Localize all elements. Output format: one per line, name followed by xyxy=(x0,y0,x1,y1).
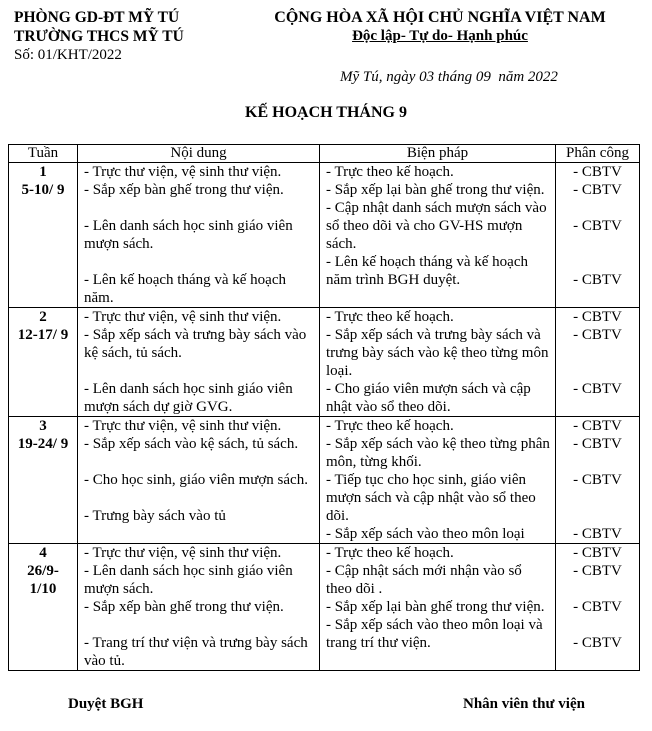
measure-item: - Sắp xếp sách vào kệ theo từng phân môn, từng khối. xyxy=(326,436,550,470)
week-range: 26/9- xyxy=(27,563,59,579)
week-range: 5-10/ 9 xyxy=(21,182,65,198)
assign-item: - CBTV xyxy=(573,635,622,651)
content-cell xyxy=(78,163,320,308)
content-item: - Trực thư viện, vệ sinh thư viện. xyxy=(84,309,282,325)
school-name: TRƯỜNG THCS MỸ TÚ xyxy=(14,28,184,45)
week-number: 1 xyxy=(39,164,47,180)
assign-item: - CBTV xyxy=(573,182,622,198)
header-content: Nội dung xyxy=(78,145,320,163)
content-item: - Trực thư viện, vệ sinh thư viện. xyxy=(84,545,282,561)
plan-table xyxy=(8,144,640,671)
assign-item: - CBTV xyxy=(573,436,622,452)
content-item: - Trực thư viện, vệ sinh thư viện. xyxy=(84,418,282,434)
assign-item: - CBTV xyxy=(573,545,622,561)
assign-cell xyxy=(556,417,640,544)
week-range: 1/10 xyxy=(29,581,57,597)
week-cell xyxy=(9,417,78,544)
assign-item: - CBTV xyxy=(573,309,622,325)
measure-item: - Sắp xếp lại bàn ghế trong thư viện. xyxy=(326,599,545,615)
week-number: 4 xyxy=(39,545,47,561)
assign-cell xyxy=(556,544,640,671)
week-number: 3 xyxy=(39,418,47,434)
content-item: - Trực thư viện, vệ sinh thư viện. xyxy=(84,164,282,180)
content-cell xyxy=(78,544,320,671)
content-item: - Lên danh sách học sinh giáo viên mượn sách. xyxy=(84,563,293,597)
measure-item: - Cập nhật danh sách mượn sách vào sổ theo dõi và cho GV-HS mượn sách. xyxy=(326,200,547,252)
measure-item: - Cập nhật sách mới nhận vào sổ theo dõi . xyxy=(326,563,522,597)
measure-item: - Trực theo kế hoạch. xyxy=(326,418,454,434)
assign-item: - CBTV xyxy=(573,418,622,434)
assign-item: - CBTV xyxy=(573,599,622,615)
table-row xyxy=(9,308,640,417)
signature-librarian: Nhân viên thư viện xyxy=(463,696,585,712)
week-range: 19-24/ 9 xyxy=(17,436,69,452)
assign-item: - CBTV xyxy=(573,563,622,579)
table-row xyxy=(9,544,640,671)
assign-item: - CBTV xyxy=(573,381,622,397)
header-left xyxy=(14,8,184,65)
week-cell xyxy=(9,163,78,308)
assign-item: - CBTV xyxy=(573,472,622,488)
measures-cell xyxy=(320,308,556,417)
assign-item: - CBTV xyxy=(573,218,622,234)
content-item: - Lên danh sách học sinh giáo viên mượn sách dự giờ GVG. xyxy=(84,381,293,415)
measures-cell xyxy=(320,417,556,544)
content-item: - Sắp xếp bàn ghế trong thư viện. xyxy=(84,599,284,615)
content-item: - Sắp xếp bàn ghế trong thư viện. xyxy=(84,182,284,198)
document-date: Mỹ Tú, ngày 03 tháng 09 năm 2022 xyxy=(340,69,558,85)
department-name: PHÒNG GD-ĐT MỸ TÚ xyxy=(14,9,180,26)
measure-item: - Sắp xếp sách vào theo môn loại và trang trí thư viện. xyxy=(326,617,543,651)
table-header-row xyxy=(9,145,640,163)
assign-item: - CBTV xyxy=(573,164,622,180)
measure-item: - Lên kế hoạch tháng và kế hoạch năm trình BGH duyệt. xyxy=(326,254,528,288)
document-number: Số: 01/KHT/2022 xyxy=(14,47,122,63)
measure-item: - Sắp xếp lại bàn ghế trong thư viện. xyxy=(326,182,545,198)
header-measures: Biện pháp xyxy=(320,145,556,163)
content-item: - Trang trí thư viện và trưng bày sách vào tủ. xyxy=(84,635,308,669)
week-range: 12-17/ 9 xyxy=(17,327,69,343)
assign-item: - CBTV xyxy=(573,272,622,288)
content-item: - Lên kế hoạch tháng và kế hoạch năm. xyxy=(84,272,286,306)
content-item: - Cho học sinh, giáo viên mượn sách. xyxy=(84,472,308,488)
measure-item: - Sắp xếp sách và trưng bày sách và trưng bày sách vào kệ theo từng môn loại. xyxy=(326,327,549,379)
plan-title: KẾ HOẠCH THÁNG 9 xyxy=(245,104,407,121)
measure-item: - Cho giáo viên mượn sách và cập nhật vào sổ theo dõi. xyxy=(326,381,531,415)
measure-item: - Trực theo kế hoạch. xyxy=(326,164,454,180)
measure-item: - Tiếp tục cho học sinh, giáo viên mượn sách và cập nhật vào sổ theo dõi. xyxy=(326,472,536,524)
assign-cell xyxy=(556,163,640,308)
table-row xyxy=(9,417,640,544)
assign-cell xyxy=(556,308,640,417)
national-motto: Độc lập- Tự do- Hạnh phúc xyxy=(352,28,528,44)
assign-item: - CBTV xyxy=(573,327,622,343)
table-row xyxy=(9,163,640,308)
week-cell xyxy=(9,308,78,417)
content-item: - Sắp xếp sách và trưng bày sách vào kệ sách, tủ sách. xyxy=(84,327,307,361)
measures-cell xyxy=(320,163,556,308)
header-right xyxy=(250,8,630,46)
measure-item: - Sắp xếp sách vào theo môn loại xyxy=(326,526,525,542)
measure-item: - Trực theo kế hoạch. xyxy=(326,309,454,325)
content-cell xyxy=(78,308,320,417)
measure-item: - Trực theo kế hoạch. xyxy=(326,545,454,561)
week-number: 2 xyxy=(39,309,47,325)
measures-cell xyxy=(320,544,556,671)
header-week: Tuần xyxy=(9,145,78,163)
content-cell xyxy=(78,417,320,544)
content-item: - Sắp xếp sách vào kệ sách, tủ sách. xyxy=(84,436,299,452)
national-title: CỘNG HÒA XÃ HỘI CHỦ NGHĨA VIỆT NAM xyxy=(274,9,606,26)
content-item: - Trưng bày sách vào tủ xyxy=(84,508,226,524)
assign-item: - CBTV xyxy=(573,526,622,542)
signature-approver: Duyệt BGH xyxy=(68,696,144,712)
content-item: - Lên danh sách học sinh giáo viên mượn sách. xyxy=(84,218,293,252)
week-cell xyxy=(9,544,78,671)
header-assign: Phân công xyxy=(556,145,640,163)
